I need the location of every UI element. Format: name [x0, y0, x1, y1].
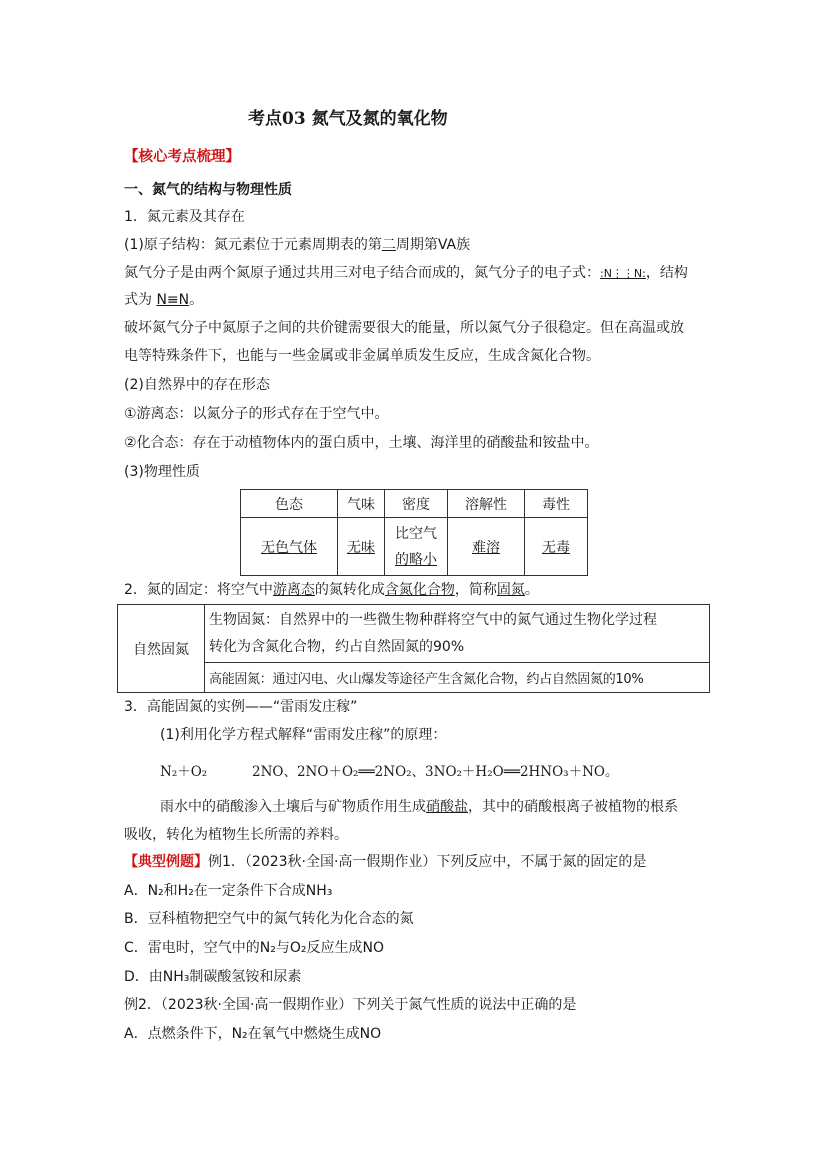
table-label: 自然固氮	[118, 605, 205, 693]
electron-formula: :N⋮⋮N:	[600, 267, 646, 280]
answer-option: A．点燃条件下，N₂在氧气中燃烧生成NO	[124, 1026, 382, 1042]
table-cell	[448, 518, 525, 576]
paragraph	[124, 263, 688, 284]
text: 。	[189, 292, 204, 308]
table-cell	[385, 518, 448, 576]
cell-value: 无味	[347, 539, 375, 556]
table-header: 毒性	[525, 490, 588, 518]
paragraph: 吸收，转化为植物生长所需的养料。	[124, 827, 348, 843]
text: 式为	[124, 292, 157, 308]
text: 周期第VA族	[395, 237, 471, 253]
table-cell	[525, 518, 588, 576]
equation-right: 2NO、2NO＋O₂══2NO₂、3NO₂＋H₂O══2HNO₃＋NO。	[252, 764, 619, 780]
equation-left: N₂＋O₂	[160, 764, 208, 780]
table-cell: 高能固氮：通过闪电、火山爆发等途径产生含氮化合物，约占自然固氮的10%	[205, 663, 710, 693]
physical-properties-table	[240, 489, 588, 576]
table-header: 色态	[241, 490, 338, 518]
cell-value: 比空气	[395, 525, 437, 542]
cell-value: 的略小	[395, 551, 437, 568]
text: (1)原子结构：氮元素位于元素周期表的第	[124, 237, 382, 253]
paragraph: ①游离态：以氮分子的形式存在于空气中。	[124, 406, 389, 422]
example-tag: 【典型例题】	[124, 854, 208, 870]
page-title: 考点03 氮气及氮的氧化物	[248, 109, 448, 129]
example-question	[124, 852, 646, 872]
answer-blank: 含氮化合物	[384, 582, 455, 598]
text: 氮气分子是由两个氮原子通过共用三对电子结合而成的，氮气分子的电子式：	[124, 265, 600, 281]
text: 2．氮的固定：将空气中	[124, 582, 273, 598]
text: 。	[524, 582, 539, 598]
table-cell	[205, 605, 710, 663]
text: ，其中的硝酸根离子被植物的根系	[468, 799, 678, 815]
paragraph: 1．氮元素及其存在	[124, 209, 245, 225]
paragraph: 3．高能固氮的实例——“雷雨发庄稼”	[124, 699, 358, 715]
answer-blank: 固氮	[496, 582, 525, 598]
paragraph: 破坏氮气分子中氮原子之间的共价键需要很大的能量，所以氮气分子很稳定。但在高温或放	[124, 320, 684, 336]
paragraph: 电等特殊条件下，也能与一些金属或非金属单质发生反应，生成含氮化合物。	[124, 348, 600, 364]
table-header: 密度	[385, 490, 448, 518]
paragraph: (3)物理性质	[124, 464, 200, 480]
answer-blank: 硝酸盐	[426, 799, 468, 815]
question-stem: 例1．（2023秋·全国·高一假期作业）下列反应中，不属于氮的固定的是	[208, 854, 647, 870]
cell-value: 无毒	[542, 539, 570, 556]
answer-option: B．豆科植物把空气中的氮气转化为化合态的氮	[124, 911, 414, 927]
paragraph: ②化合态：存在于动植物体内的蛋白质中，土壤、海洋里的硝酸盐和铵盐中。	[124, 435, 599, 451]
paragraph	[124, 290, 203, 310]
paragraph	[160, 797, 678, 817]
paragraph: (1)利用化学方程式解释“雷雨发庄稼”的原理：	[160, 727, 447, 743]
structural-formula: N≡N	[156, 292, 190, 308]
core-header: 【核心考点梳理】	[124, 149, 240, 165]
bio-fixation-line: 转化为含氮化合物，约占自然固氮的90%	[209, 638, 465, 655]
bio-fixation-line: 生物固氮：自然界中的一些微生物种群将空气中的氮气通过生物化学过程	[209, 611, 657, 628]
nitrogen-fixation-table	[117, 604, 710, 693]
paragraph	[124, 235, 470, 255]
answer-option: D．由NH₃制碳酸氢铵和尿素	[124, 969, 302, 985]
paragraph: (2)自然界中的存在形态	[124, 377, 270, 393]
paragraph	[124, 580, 539, 600]
question-stem: 例2．（2023秋·全国·高一假期作业）下列关于氮气性质的说法中正确的是	[124, 997, 577, 1013]
answer-option: A．N₂和H₂在一定条件下合成NH₃	[124, 883, 333, 899]
text: 的氮转化成	[314, 582, 385, 598]
table-cell	[338, 518, 385, 576]
table-cell	[241, 518, 338, 576]
answer-blank: 游离态	[272, 582, 315, 598]
text: ，结构	[645, 265, 688, 281]
table-header: 气味	[338, 490, 385, 518]
table-header: 溶解性	[448, 490, 525, 518]
cell-value: 难溶	[472, 539, 500, 556]
cell-value: 无色气体	[261, 539, 317, 556]
text: 雨水中的硝酸渗入土壤后与矿物质作用生成	[160, 799, 426, 815]
answer-option: C．雷电时，空气中的N₂与O₂反应生成NO	[124, 940, 384, 956]
section-heading: 一、氮气的结构与物理性质	[124, 182, 292, 198]
text: ，简称	[454, 582, 497, 598]
answer-blank: 二	[381, 237, 396, 253]
